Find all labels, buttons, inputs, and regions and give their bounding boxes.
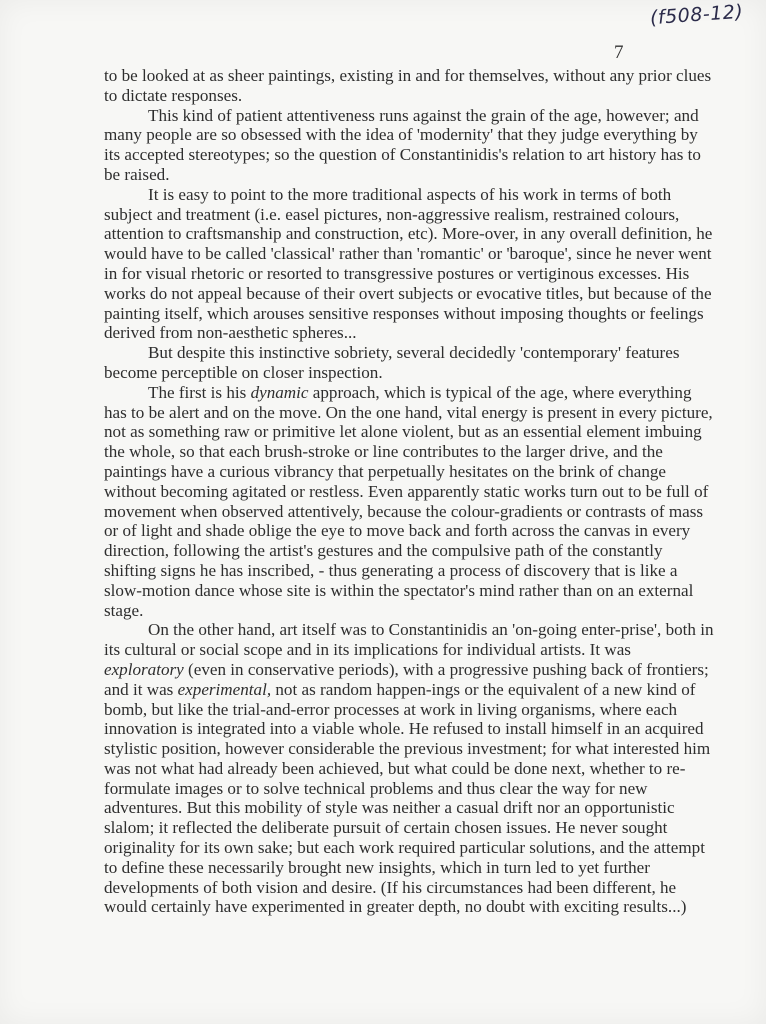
- paragraph-6-middle: (even in conservative periods), with a progressive pushing back of frontiers; and it was: [104, 659, 709, 699]
- emphasis-exploratory: exploratory: [104, 659, 184, 679]
- emphasis-dynamic: dynamic: [250, 382, 309, 402]
- emphasis-experimental: experimental,: [177, 679, 272, 699]
- paragraph-1: to be looked at as sheer paintings, existing in and for themselves, without any prior clues to dictate responses.: [104, 66, 712, 105]
- paragraph-5: [104, 383, 714, 621]
- paragraph-6-rest: not as random happen-ings or the equivalent of a new kind of bomb, but like the trial-and-error processes at work in living organisms, where each innovation is integrated into a viable whole. He refused to install himself in an acquired stylistic position, however considerable the previous investment; for what interested him was not what had already been achieved, but what could be done next, whether to re-formulate images or to solve technical problems and thus clear the way for new adventures. But this mobility of style was neither a casual drift nor an opportunistic slalom; it reflected the deliberate pursuit of certain chosen issues. He never sought originality for its own sake; but each work required particular solutions, and the attempt to define these necessarily brought new insights, which in turn led to yet further developments of both vision and desire. (If his circumstances had been different, he would certainly have experimented in greater depth, no doubt with exciting results...): [104, 679, 711, 917]
- page-number: 7: [614, 42, 624, 63]
- paragraph-6-start: On the other hand, art itself was to Constantinidis an 'on-going enter-prise', both in its cultural or social scope and in its implications for individual artists. It was: [104, 620, 714, 660]
- paragraph-6: [104, 620, 714, 917]
- paragraph-4: But despite this instinctive sobriety, several decidedly 'contemporary' features become perceptible on closer inspection.: [104, 343, 680, 382]
- paragraph-5-rest: approach, which is typical of the age, where everything has to be alert and on the move. On the one hand, vital energy is present in every picture, not as something raw or primitive let alone violent, but as an essential element imbuing the whole, so that each brush-stroke or line contributes to the larger drive, and the paintings have a curious vibrancy that perpetually hesitates on the brink of change without becoming agitated or restless. Even apparently static works turn out to be full of movement when observed attentively, because the colour-gradients or contrasts of mass or of light and shade oblige the eye to move back and forth across the canvas in every direction, following the artist's gestures and the compulsive path of the constantly shifting signs he has inscribed, - thus generating a process of discovery that is like a slow-motion dance whose site is within the spectator's mind rather than on an external stage.: [104, 382, 713, 620]
- handwritten-annotation: (f508-12): [649, 0, 744, 30]
- paragraph-5-start: The first is his: [148, 382, 251, 402]
- paragraph-3: It is easy to point to the more traditional aspects of his work in terms of both subject and treatment (i.e. easel pictures, non-aggressive realism, restrained colours, attention to craftsmanship and construction, etc). More-over, in any overall definition, he would have to be called 'classical' rather than 'romantic' or 'baroque', since he never went in for visual rhetoric or resorted to transgressive postures or vertiginous excesses. His works do not appeal because of their overt subjects or evocative titles, but because of the painting itself, which arouses sensitive responses without imposing thoughts or feelings derived from non-aesthetic spheres...: [104, 184, 713, 343]
- body-text: [104, 66, 714, 917]
- paragraph-2: This kind of patient attentiveness runs against the grain of the age, however; and many people are so obsessed with the idea of 'modernity' that they judge everything by its accepted stereotypes; so the question of Constantinidis's relation to art history has to be raised.: [104, 105, 701, 184]
